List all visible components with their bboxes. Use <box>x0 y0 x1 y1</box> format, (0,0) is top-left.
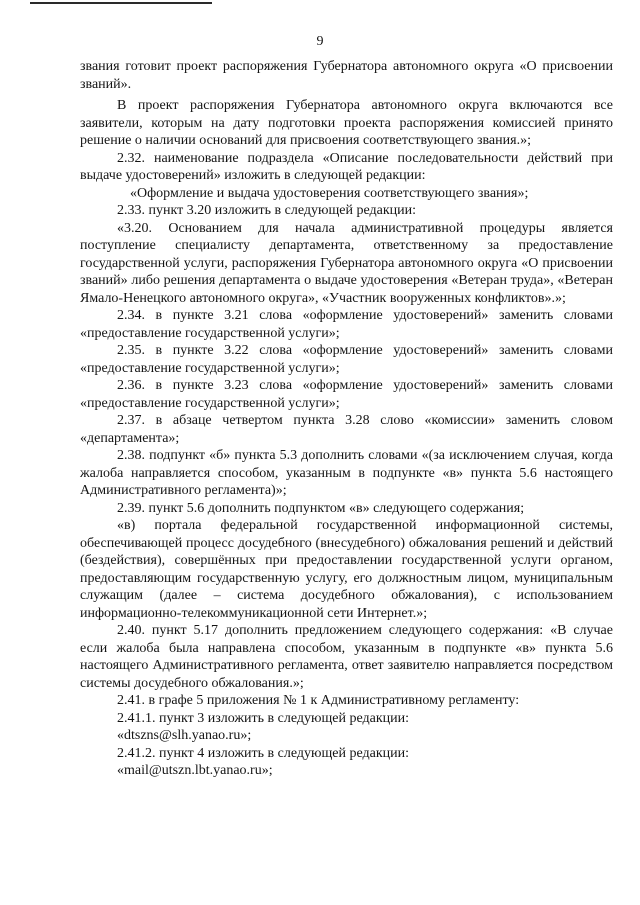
paragraph-2-36: 2.36. в пункте 3.23 слова «оформление удостоверений» заменить словами «предоставление государственной услуги»; <box>80 378 613 411</box>
paragraph-subpoint-v: «в) портала федеральной государственной информационной системы, обеспечивающей процесс досудебного (внесудебного) обжалования решений и действий (бездействия), совершённых при предоставлении государственной услуги органом, предоставляющим государственную услугу, его должностным лицом, муниципальным служащим (далее – система досудебного обжалования), с использованием информационно-телекоммуникационной сети Интернет.»; <box>80 518 613 621</box>
document-body <box>80 58 613 780</box>
paragraph-2-39: 2.39. пункт 5.6 дополнить подпунктом «в» следующего содержания; <box>117 500 525 516</box>
paragraph-2-41-2: 2.41.2. пункт 4 изложить в следующей редакции: <box>117 745 409 761</box>
paragraph-2-41-1: 2.41.1. пункт 3 изложить в следующей редакции: <box>117 710 409 726</box>
paragraph-2-35: 2.35. в пункте 3.22 слова «оформление удостоверений» заменить словами «предоставление государственной услуги»; <box>80 343 613 376</box>
paragraph-subsection-title: «Оформление и выдача удостоверения соответствующего звания»; <box>130 185 529 201</box>
paragraph-2-32: 2.32. наименование подраздела «Описание последовательности действий при выдаче удостоверений» изложить в следующей редакции: <box>80 150 613 183</box>
paragraph-email-dtszns: «dtszns@slh.yanao.ru»; <box>117 728 252 743</box>
paragraph-email-utszn: «mail@utszn.lbt.yanao.ru»; <box>117 763 273 778</box>
page-number: 9 <box>316 34 324 49</box>
paragraph-2-38: 2.38. подпункт «б» пункта 5.3 дополнить словами «(за исключением случая, когда жалоба направляется способом, указанным в подпункте «в» пункта 5.6 настоящего Административного регламента)»; <box>80 448 613 498</box>
paragraph-2-40: 2.40. пункт 5.17 дополнить предложением следующего содержания: «В случае если жалоба была направлена способом, указанным в подпункте «в» пункта 5.6 настоящего Административного регламента, ответ заявителю направляется посредством системы досудебного обжалования.»; <box>80 623 613 691</box>
paragraph-awards-continuation: звания готовит проект распоряжения Губернатора автономного округа «О присвоении званий». <box>80 59 613 92</box>
paragraph-2-41: 2.41. в графе 5 приложения № 1 к Административному регламенту: <box>117 693 520 708</box>
paragraph-2-33: 2.33. пункт 3.20 изложить в следующей редакции: <box>117 203 416 218</box>
paragraph-2-34: 2.34. в пункте 3.21 слова «оформление удостоверений» заменить словами «предоставление государственной услуги»; <box>80 308 613 341</box>
paragraph-applicants-included: В проект распоряжения Губернатора автономного округа включаются все заявители, которым на дату подготовки проекта распоряжения комиссией принято решение о наличии оснований для присвоения соответствующего звания.»; <box>80 98 613 148</box>
header-rule <box>30 2 212 4</box>
paragraph-2-37: 2.37. в абзаце четвертом пункта 3.28 слово «комиссии» заменить словом «департамента»; <box>80 413 613 446</box>
paragraph-3-20-text: «3.20. Основанием для начала административной процедуры является поступление специалисту департамента, ответственному за предоставление государственной услуги, распоряжения Губернатора автономного округа «О присвоении званий» либо решения департамента о выдаче удостоверения «Ветеран труда», «Ветеран Ямало-Ненецкого автономного округа», «Участник вооруженных конфликтов».»; <box>80 220 613 306</box>
